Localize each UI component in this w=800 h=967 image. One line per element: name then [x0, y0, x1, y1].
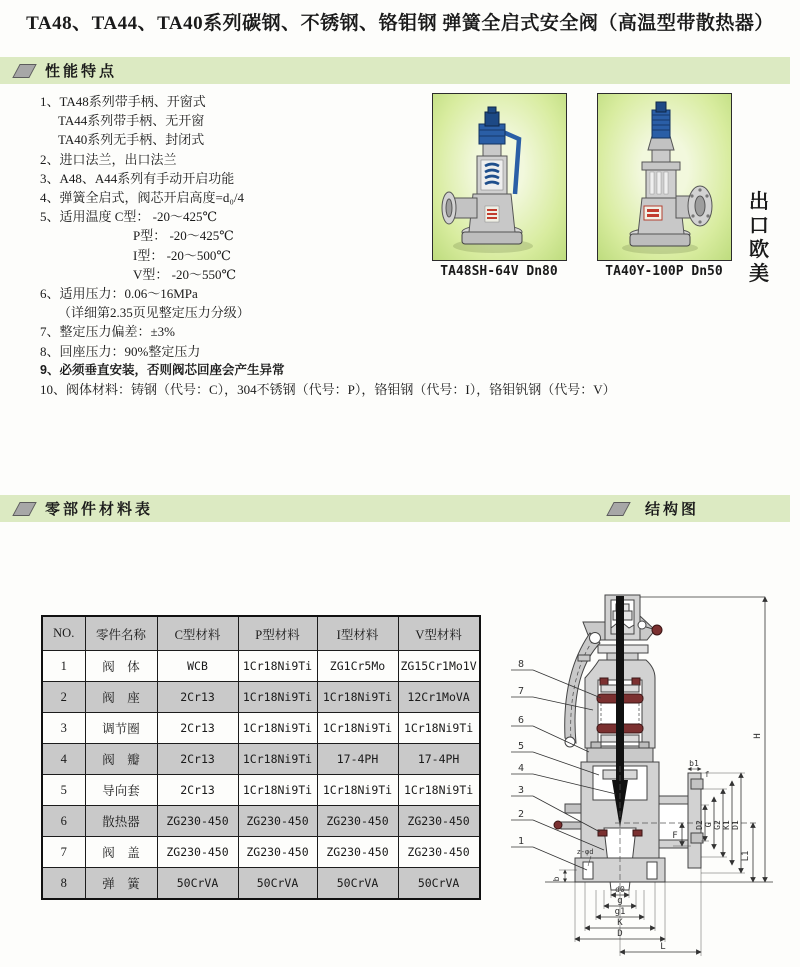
svg-text:5: 5 — [517, 741, 525, 752]
svg-text:F: F — [672, 831, 678, 841]
table-cell: 散热器 — [85, 806, 157, 837]
feature-line: 8、回座压力：90%整定压力 — [40, 343, 201, 359]
parallelogram-icon — [606, 502, 630, 516]
feature-line: 1、TA48系列带手柄、开窗式 — [40, 94, 206, 109]
svg-text:4: 4 — [517, 763, 525, 774]
svg-text:2: 2 — [517, 809, 525, 820]
svg-text:G: G — [704, 822, 713, 828]
table-cell: ZG230-450 — [317, 837, 398, 868]
table-cell: 5 — [42, 775, 85, 806]
table-cell: 阀 盖 — [85, 837, 157, 868]
svg-text:H: H — [753, 733, 763, 739]
table-cell: 17-4PH — [317, 744, 398, 775]
section-band-materials — [0, 495, 790, 522]
table-row — [42, 682, 480, 713]
table-cell: 2Cr13 — [157, 713, 238, 744]
table-row — [42, 713, 480, 744]
table-row — [42, 651, 480, 682]
feature-line: 2、进口法兰，出口法兰 — [40, 151, 177, 167]
table-header-cell: V型材料 — [398, 616, 480, 651]
svg-text:b1: b1 — [689, 759, 699, 768]
feature-line: 6、适用压力：0.06～16MPa — [40, 286, 198, 302]
materials-table — [41, 615, 481, 900]
table-header-cell: P型材料 — [238, 616, 317, 651]
table-cell: 1Cr18Ni9Ti — [238, 775, 317, 806]
valve-photo-ta40-illustration — [598, 94, 729, 258]
svg-text:g: g — [617, 896, 623, 906]
feature-line: 3、A48、A44系列有手动开启功能 — [40, 170, 235, 186]
table-cell: 1Cr18Ni9Ti — [238, 713, 317, 744]
section-band-features — [0, 57, 790, 84]
table-cell: 8 — [42, 868, 85, 900]
svg-text:g1: g1 — [614, 907, 626, 917]
export-badge-char: 美 — [749, 263, 769, 285]
materials-section-title: 零部件材料表 — [45, 502, 154, 518]
table-cell: 阀 体 — [85, 651, 157, 682]
table-cell: ZG230-450 — [398, 837, 480, 868]
svg-text:D2: D2 — [695, 820, 704, 830]
table-cell: 4 — [42, 744, 85, 775]
table-cell: 50CrVA — [398, 868, 480, 900]
feature-line: I型： -20～500℃ — [133, 247, 231, 263]
table-cell: 1Cr18Ni9Ti — [317, 713, 398, 744]
feature-line: TA44系列带手柄、无开窗 — [58, 113, 205, 129]
table-cell: ZG230-450 — [317, 806, 398, 837]
valve-photo-ta48-illustration — [433, 94, 564, 258]
table-cell: ZG1Cr5Mo — [317, 651, 398, 682]
table-cell: 1 — [42, 651, 85, 682]
svg-text:1: 1 — [517, 836, 525, 847]
table-header-cell: NO. — [42, 616, 85, 651]
table-header-cell: 零件名称 — [85, 616, 157, 651]
table-cell: 50CrVA — [317, 868, 398, 900]
product-photo-ta48 — [432, 93, 567, 261]
table-cell: 3 — [42, 713, 85, 744]
table-cell: ZG230-450 — [157, 806, 238, 837]
export-badge-char: 口 — [749, 215, 769, 237]
valve-cross-section-drawing — [495, 538, 795, 967]
svg-text:D1: D1 — [731, 820, 740, 830]
structure-section-title: 结构图 — [645, 502, 700, 518]
table-header-cell: C型材料 — [157, 616, 238, 651]
table-cell: 12Cr1MoVA — [398, 682, 480, 713]
svg-text:K1: K1 — [722, 820, 731, 830]
table-cell: WCB — [157, 651, 238, 682]
table-cell: 2Cr13 — [157, 682, 238, 713]
export-badge — [749, 192, 769, 284]
table-header-cell: I型材料 — [317, 616, 398, 651]
parallelogram-icon — [12, 64, 36, 78]
svg-text:L: L — [660, 942, 666, 952]
svg-text:6: 6 — [517, 715, 525, 726]
table-cell: 6 — [42, 806, 85, 837]
table-row — [42, 868, 480, 900]
table-cell: 7 — [42, 837, 85, 868]
photo-caption-ta40: TA40Y-100P Dn50 — [605, 264, 723, 279]
table-cell: 导向套 — [85, 775, 157, 806]
features-section-title: 性能特点 — [45, 64, 118, 80]
table-cell: 2Cr13 — [157, 744, 238, 775]
table-cell: 阀 座 — [85, 682, 157, 713]
table-header-row — [42, 616, 480, 651]
table-cell: 1Cr18Ni9Ti — [398, 775, 480, 806]
svg-text:G2: G2 — [713, 820, 722, 830]
table-cell: 弹 簧 — [85, 868, 157, 900]
svg-text:K: K — [617, 918, 623, 928]
feature-line: 9、必须垂直安装，否则阀芯回座会产生异常 — [40, 362, 285, 377]
table-cell: 50CrVA — [238, 868, 317, 900]
part-number-labels — [518, 659, 524, 847]
table-cell: ZG230-450 — [238, 806, 317, 837]
svg-text:d0: d0 — [615, 885, 625, 894]
feature-line: 5、适用温度 C型： -20～425℃ — [40, 209, 218, 225]
table-cell: 2Cr13 — [157, 775, 238, 806]
photo-caption-ta48: TA48SH-64V Dn80 — [440, 264, 558, 279]
table-row — [42, 837, 480, 868]
export-badge-char: 欧 — [749, 239, 769, 261]
feature-line: P型： -20～425℃ — [133, 228, 234, 244]
svg-text:z-φd: z-φd — [576, 848, 594, 856]
table-cell: 1Cr18Ni9Ti — [238, 682, 317, 713]
export-badge-char: 出 — [749, 191, 769, 213]
page-title: TA48、TA44、TA40系列碳钢、不锈钢、铬钼钢 弹簧全启式安全阀（高温型带散热器） — [26, 13, 774, 34]
table-row — [42, 806, 480, 837]
table-cell: ZG15Cr1Mo1V — [398, 651, 480, 682]
table-cell: ZG230-450 — [157, 837, 238, 868]
table-cell: 1Cr18Ni9Ti — [317, 682, 398, 713]
table-row — [42, 775, 480, 806]
svg-text:f: f — [704, 770, 710, 779]
svg-text:L1: L1 — [741, 850, 751, 862]
structure-diagram — [495, 538, 795, 967]
table-cell: 50CrVA — [157, 868, 238, 900]
table-cell: 2 — [42, 682, 85, 713]
svg-text:b: b — [552, 876, 561, 882]
table-cell: 1Cr18Ni9Ti — [317, 775, 398, 806]
table-row — [42, 744, 480, 775]
feature-line: （详细第2.35页见整定压力分级） — [58, 305, 250, 321]
svg-text:7: 7 — [517, 686, 525, 697]
parallelogram-icon — [12, 502, 36, 516]
table-cell: 阀 瓣 — [85, 744, 157, 775]
table-cell: ZG230-450 — [238, 837, 317, 868]
svg-text:3: 3 — [517, 785, 525, 796]
table-cell: 1Cr18Ni9Ti — [398, 713, 480, 744]
feature-line: 7、整定压力偏差：±3% — [40, 324, 175, 340]
table-cell: 1Cr18Ni9Ti — [238, 744, 317, 775]
svg-text:D: D — [617, 929, 623, 939]
feature-line: V型： -20～550℃ — [133, 266, 237, 282]
feature-line: 4、弹簧全启式，阀芯开启高度=d₀/4 — [40, 190, 244, 206]
svg-text:8: 8 — [517, 659, 525, 670]
product-photo-ta40 — [597, 93, 732, 261]
table-cell: ZG230-450 — [398, 806, 480, 837]
feature-line: TA40系列无手柄、封闭式 — [58, 132, 205, 148]
table-cell: 调节圈 — [85, 713, 157, 744]
table-cell: 1Cr18Ni9Ti — [238, 651, 317, 682]
table-cell: 17-4PH — [398, 744, 480, 775]
feature-line: 10、阀体材料：铸钢（代号：C），304不锈钢（代号：P），铬钼钢（代号：I），铬钼钒钢（代号：V） — [40, 382, 616, 398]
